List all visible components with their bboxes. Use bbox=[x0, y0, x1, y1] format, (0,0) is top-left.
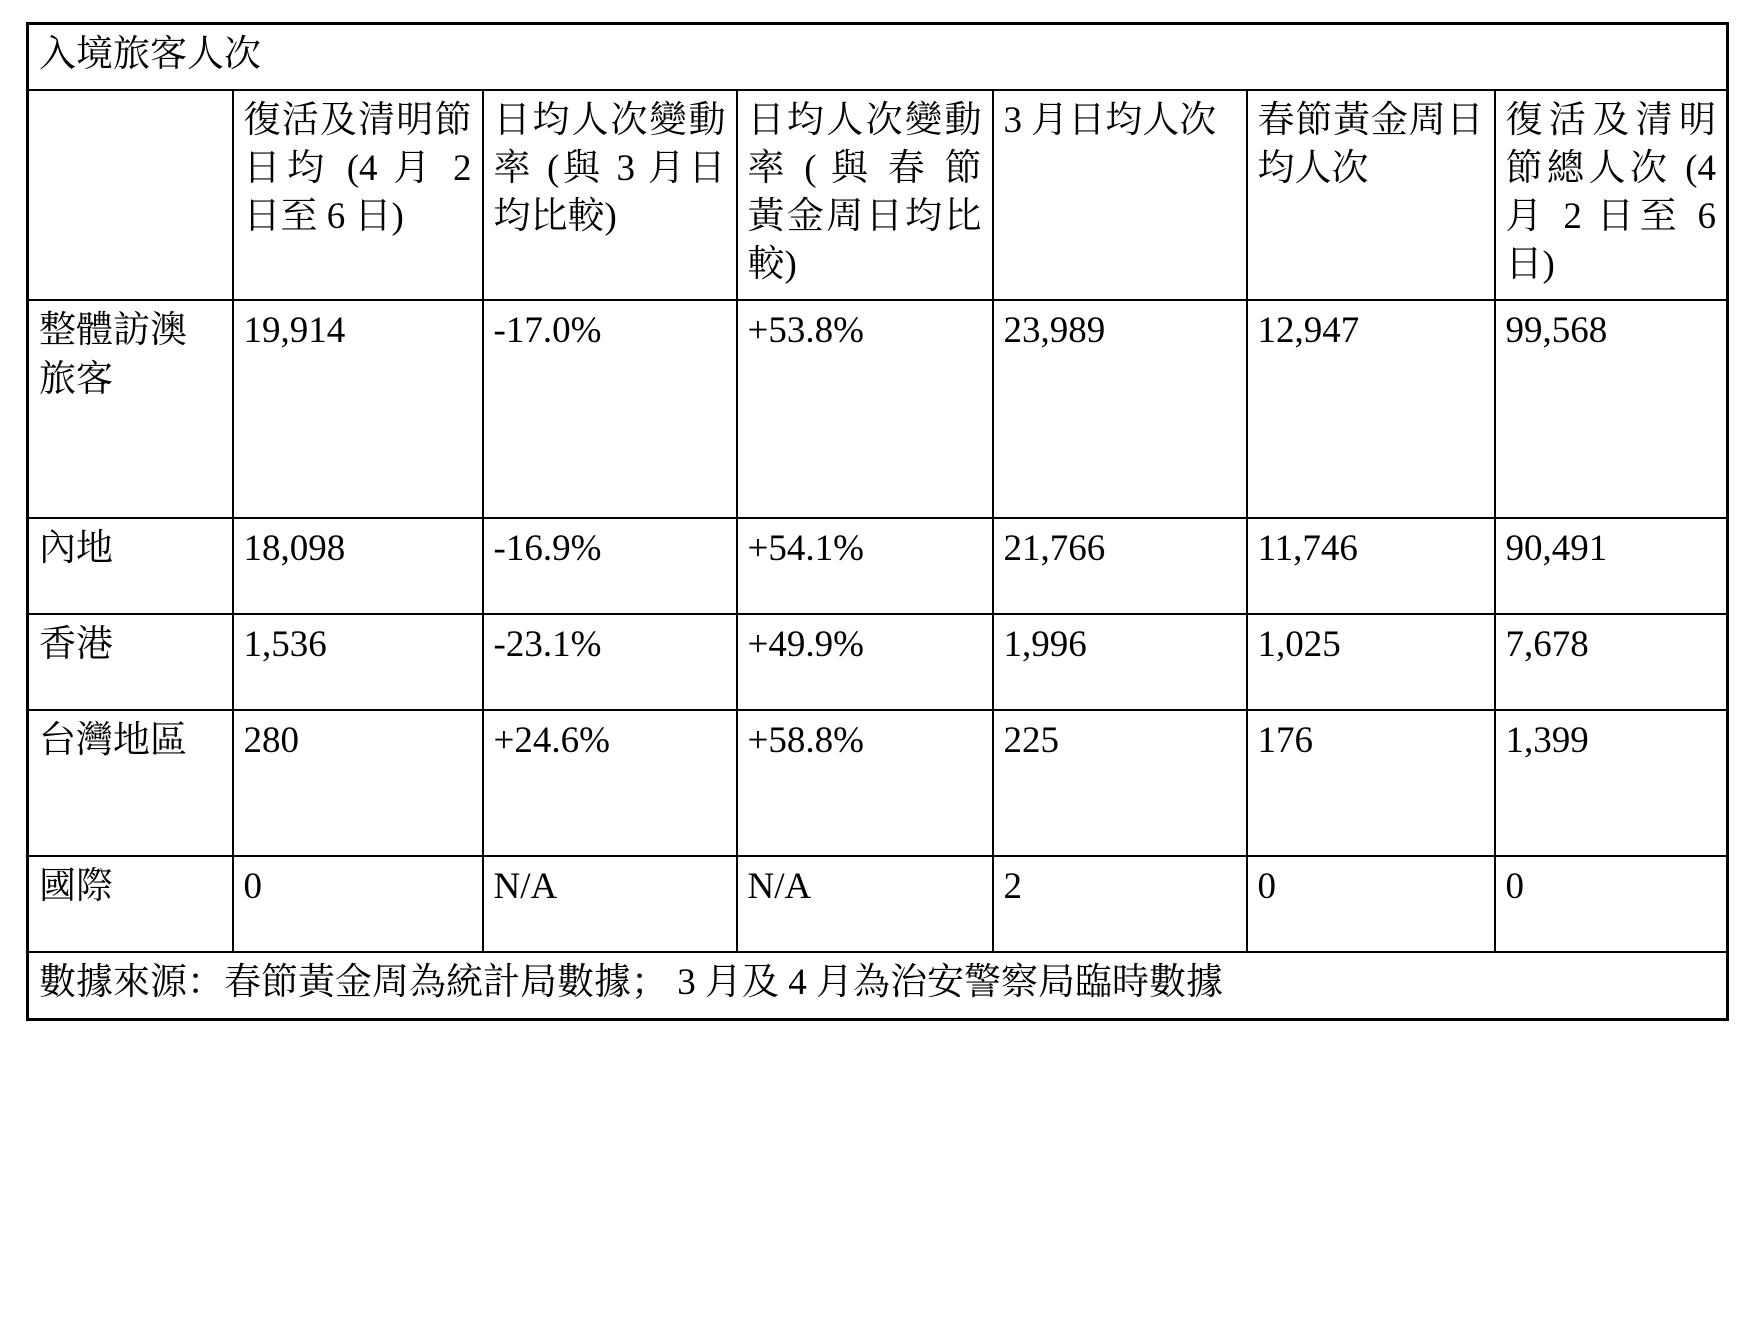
row-label-mainland: 內地 bbox=[28, 518, 233, 614]
cell-value: N/A bbox=[737, 856, 993, 952]
inbound-visitor-table bbox=[26, 22, 1729, 1021]
cell-value: 99,568 bbox=[1495, 300, 1728, 518]
column-header-easter-ching-ming-total: 復活及清明節總人次 (4 月 2 日至 6 日) bbox=[1495, 90, 1728, 300]
cell-value: -16.9% bbox=[483, 518, 737, 614]
column-header-cny-golden-week-daily-average: 春節黃金周日均人次 bbox=[1247, 90, 1495, 300]
cell-value: 225 bbox=[993, 710, 1247, 856]
table-row bbox=[28, 614, 1728, 710]
cell-value: -23.1% bbox=[483, 614, 737, 710]
row-label-overall-visitors: 整體訪澳旅客 bbox=[28, 300, 233, 518]
cell-value: +54.1% bbox=[737, 518, 993, 614]
table-row bbox=[28, 300, 1728, 518]
cell-value: 90,491 bbox=[1495, 518, 1728, 614]
cell-value: -17.0% bbox=[483, 300, 737, 518]
table-title-row bbox=[28, 24, 1728, 91]
table-source-row bbox=[28, 952, 1728, 1019]
column-header-change-vs-march: 日均人次變動率 (與 3 月日均比較) bbox=[483, 90, 737, 300]
cell-value: +58.8% bbox=[737, 710, 993, 856]
column-header-march-daily-average: 3 月日均人次 bbox=[993, 90, 1247, 300]
column-header-easter-ching-ming-daily-average: 復活及清明節日均 (4 月 2 日至 6 日) bbox=[233, 90, 483, 300]
cell-value: 2 bbox=[993, 856, 1247, 952]
table-row bbox=[28, 710, 1728, 856]
cell-value: 0 bbox=[1495, 856, 1728, 952]
cell-value: 18,098 bbox=[233, 518, 483, 614]
page-title: 入境旅客人次 bbox=[28, 24, 1728, 91]
cell-value: 19,914 bbox=[233, 300, 483, 518]
column-header-blank bbox=[28, 90, 233, 300]
cell-value: 23,989 bbox=[993, 300, 1247, 518]
column-header-change-vs-cny-golden-week: 日均人次變動率 ( 與 春 節 黃金周日均比較) bbox=[737, 90, 993, 300]
cell-value: 12,947 bbox=[1247, 300, 1495, 518]
cell-value: 0 bbox=[233, 856, 483, 952]
cell-value: 1,399 bbox=[1495, 710, 1728, 856]
cell-value: 176 bbox=[1247, 710, 1495, 856]
table-row bbox=[28, 856, 1728, 952]
cell-value: 1,996 bbox=[993, 614, 1247, 710]
cell-value: 280 bbox=[233, 710, 483, 856]
cell-value: 7,678 bbox=[1495, 614, 1728, 710]
cell-value: +49.9% bbox=[737, 614, 993, 710]
row-label-taiwan: 台灣地區 bbox=[28, 710, 233, 856]
row-label-international: 國際 bbox=[28, 856, 233, 952]
cell-value: 1,025 bbox=[1247, 614, 1495, 710]
cell-value: +24.6% bbox=[483, 710, 737, 856]
cell-value: 21,766 bbox=[993, 518, 1247, 614]
cell-value: N/A bbox=[483, 856, 737, 952]
table-header-row bbox=[28, 90, 1728, 300]
table-row bbox=[28, 518, 1728, 614]
cell-value: 1,536 bbox=[233, 614, 483, 710]
cell-value: 11,746 bbox=[1247, 518, 1495, 614]
cell-value: +53.8% bbox=[737, 300, 993, 518]
cell-value: 0 bbox=[1247, 856, 1495, 952]
data-source-note: 數據來源：春節黃金周為統計局數據； 3 月及 4 月為治安警察局臨時數據 bbox=[28, 952, 1728, 1019]
row-label-hong-kong: 香港 bbox=[28, 614, 233, 710]
